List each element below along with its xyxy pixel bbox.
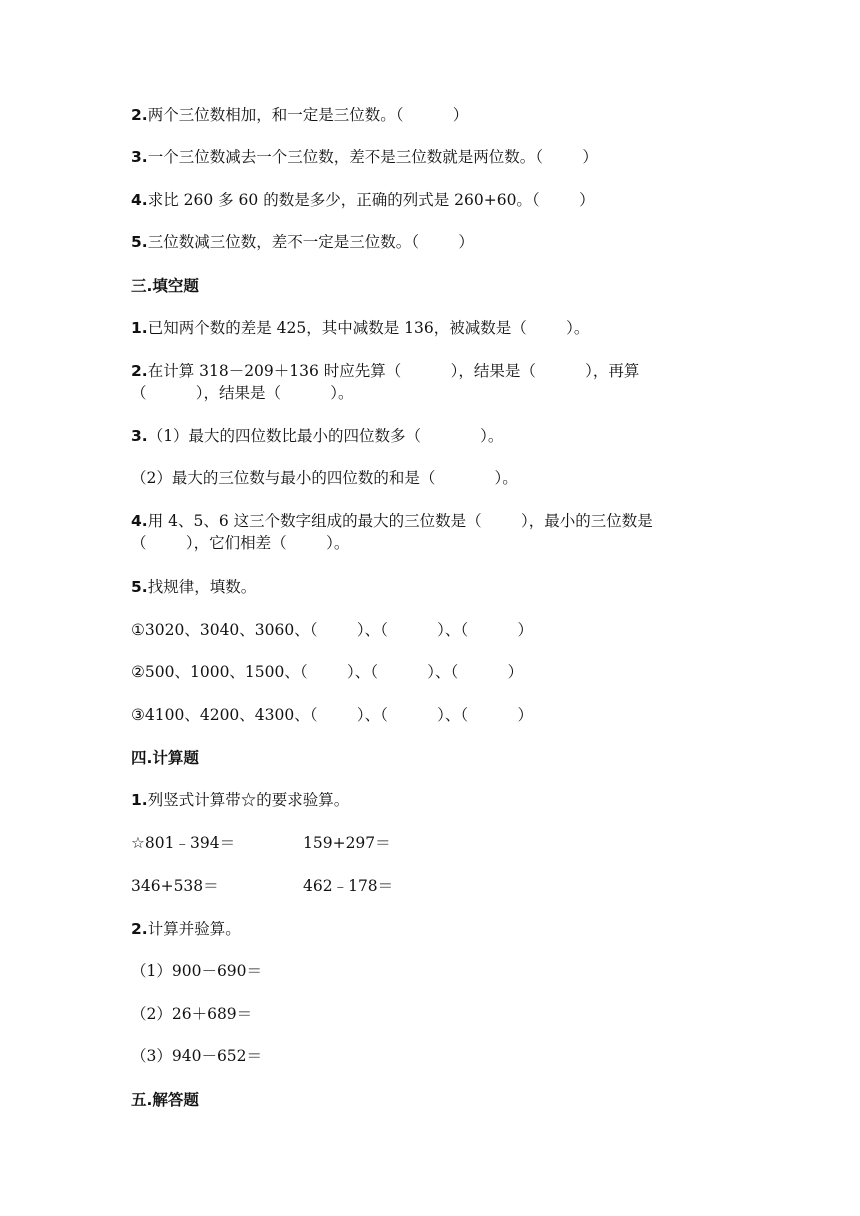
pattern-row-1: ①3020、3040、3060、（ ）、（ ）、（ ）	[131, 621, 533, 639]
question-text: 一个三位数减去一个三位数，差不是三位数就是两位数。（ ）	[147, 148, 598, 166]
question-number: 5.	[131, 233, 148, 251]
question-number: 4.	[131, 512, 148, 530]
pattern-row-2: ②500、1000、1500、（ ）、（ ）、（ ）	[131, 663, 524, 681]
question-text: 两个三位数相加，和一定是三位数。（ ）	[147, 106, 469, 124]
section-heading-fill: 三.填空题	[131, 277, 199, 295]
question-text: 计算并验算。	[147, 920, 241, 938]
calc-question-1	[131, 789, 349, 811]
question-number: 2.	[131, 920, 148, 938]
question-text: （1）最大的四位数比最小的四位数多（ ）。	[147, 427, 504, 445]
question-text: 找规律，填数。	[147, 578, 257, 596]
calc-exercise-a: ☆801﹣394＝	[131, 834, 236, 852]
calc-exercise-d: 462﹣178＝	[303, 877, 394, 895]
question-text: 在计算 318－209＋136 时应先算（ ），结果是（ ），再算	[147, 362, 640, 380]
question-number: 4.	[131, 191, 148, 209]
question-text: 求比 260 多 60 的数是多少，正确的列式是 260+60。（ ）	[147, 191, 595, 209]
judge-question-4	[131, 189, 595, 211]
calc-exercise-b: 159+297＝	[303, 834, 391, 852]
judge-question-2	[131, 104, 468, 126]
pattern-row-3: ③4100、4200、4300、（ ）、（ ）、（ ）	[131, 706, 533, 724]
calc-step-2: （2）26＋689＝	[131, 1005, 253, 1023]
question-number: 1.	[131, 791, 148, 809]
question-number: 1.	[131, 319, 148, 337]
fill-question-3-sub: （2）最大的三位数与最小的四位数的和是（ ）。	[131, 469, 518, 487]
question-number: 2.	[131, 106, 148, 124]
fill-question-3	[131, 425, 503, 447]
question-number: 3.	[131, 148, 148, 166]
question-number: 2.	[131, 362, 148, 380]
question-number: 5.	[131, 578, 148, 596]
question-text: 已知两个数的差是 425，其中减数是 136，被减数是（ ）。	[147, 319, 590, 337]
calc-step-1: （1）900－690＝	[131, 962, 263, 980]
calc-question-2	[131, 918, 241, 940]
fill-question-2	[131, 360, 639, 382]
fill-question-5	[131, 576, 256, 598]
section-heading-answer: 五.解答题	[131, 1091, 199, 1109]
fill-question-4-continuation: （ ），它们相差（ ）。	[131, 534, 350, 552]
question-text: 列竖式计算带☆的要求验算。	[147, 791, 350, 809]
calc-exercise-c: 346+538＝	[131, 877, 219, 895]
question-text: 用 4、5、6 这三个数字组成的最大的三位数是（ ），最小的三位数是	[147, 512, 653, 530]
judge-question-5	[131, 231, 474, 253]
fill-question-4	[131, 510, 653, 532]
question-text: 三位数减三位数，差不一定是三位数。（ ）	[147, 233, 474, 251]
fill-question-2-continuation: （ ），结果是（ ）。	[131, 384, 354, 402]
fill-question-1	[131, 317, 589, 339]
question-number: 3.	[131, 427, 148, 445]
calc-step-3: （3）940－652＝	[131, 1047, 263, 1065]
judge-question-3	[131, 146, 598, 168]
section-heading-calc: 四.计算题	[131, 749, 199, 767]
